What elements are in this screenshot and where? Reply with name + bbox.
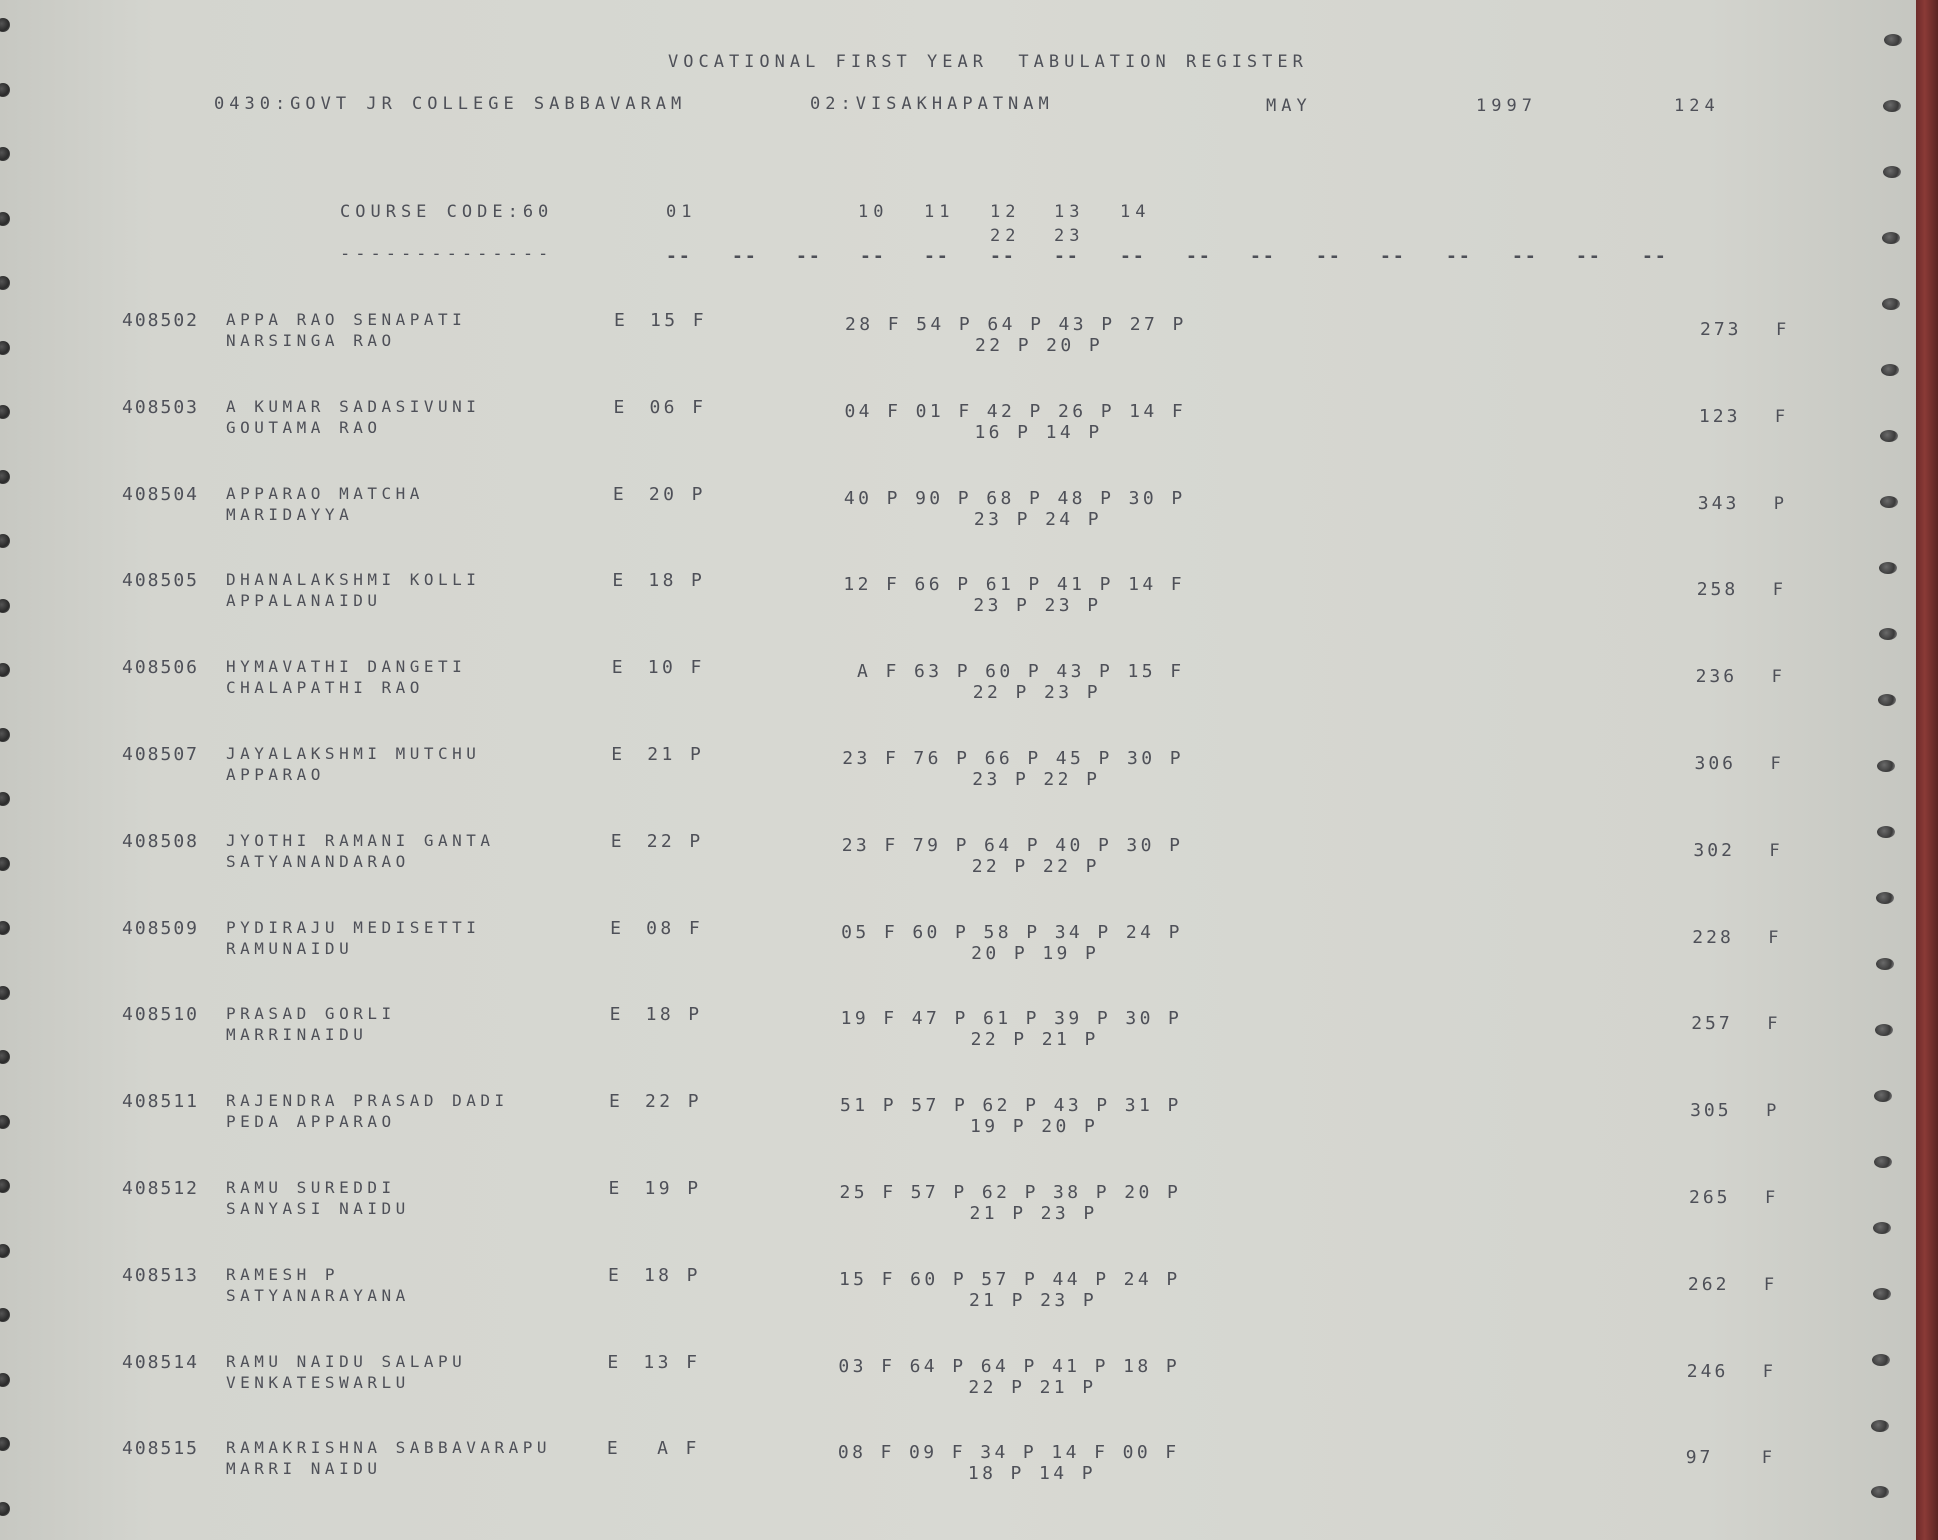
medium: E xyxy=(606,1438,622,1460)
student-name: PRASAD GORLI xyxy=(226,1004,396,1024)
marks-line1: 28 F 54 P 64 P 43 P 27 P xyxy=(845,314,1187,335)
col-13-header: 13 xyxy=(1054,202,1085,222)
student-id: 408510 xyxy=(122,1004,200,1026)
father-name: SATYANANDARAO xyxy=(226,851,410,871)
tractor-hole xyxy=(1874,1090,1892,1102)
final-result: F xyxy=(1765,1188,1781,1208)
tractor-hole xyxy=(0,1244,10,1258)
tractor-hole xyxy=(0,1115,10,1129)
tractor-hole xyxy=(1882,232,1900,244)
student-name: JAYALAKSHMI MUTCHU xyxy=(226,744,481,763)
medium: E xyxy=(609,1004,624,1026)
col-11-header: 11 xyxy=(924,202,955,222)
tractor-hole xyxy=(1876,958,1894,970)
marks-line1: 03 F 64 P 64 P 41 P 18 P xyxy=(838,1355,1181,1377)
marks-line2: 23 P 23 P xyxy=(973,595,1102,617)
mark-01: 22 P xyxy=(646,830,704,852)
course-code-label: COURSE CODE:60 xyxy=(340,202,554,222)
medium: E xyxy=(612,483,628,505)
student-id: 408505 xyxy=(122,570,200,592)
father-name: MARRI NAIDU xyxy=(226,1459,382,1479)
mark-01: 18 P xyxy=(648,570,706,592)
marks-line2: 16 P 14 P xyxy=(974,421,1103,443)
mark-01: 18 P xyxy=(645,1004,703,1026)
tractor-hole xyxy=(0,1373,10,1387)
tractor-hole xyxy=(0,1050,10,1064)
father-name: SANYASI NAIDU xyxy=(226,1199,410,1218)
binder-edge xyxy=(1916,0,1938,1540)
medium: E xyxy=(613,396,628,418)
father-name: VENKATESWARLU xyxy=(226,1372,410,1392)
father-name: RAMUNAIDU xyxy=(226,938,354,958)
mark-01: 13 F xyxy=(643,1351,701,1373)
marks-line1: 15 F 60 P 57 P 44 P 24 P xyxy=(838,1268,1181,1290)
tractor-hole xyxy=(0,1437,10,1451)
student-name: APPA RAO SENAPATI xyxy=(226,310,467,329)
tractor-hole xyxy=(0,986,10,1000)
col-14-header: 14 xyxy=(1120,202,1151,222)
exam-month: MAY xyxy=(1266,96,1312,116)
medium: E xyxy=(610,917,625,939)
tractor-hole xyxy=(1880,496,1898,508)
mark-01: 08 F xyxy=(646,917,704,939)
student-id: 408509 xyxy=(122,917,200,939)
final-result: F xyxy=(1772,580,1788,601)
marks-line2: 22 P 20 P xyxy=(975,335,1104,356)
tractor-hole xyxy=(0,857,10,871)
tractor-hole xyxy=(1874,1156,1892,1168)
total-marks: 343 xyxy=(1697,492,1740,514)
total-marks: 265 xyxy=(1689,1187,1731,1208)
medium: E xyxy=(609,1091,624,1113)
column-dash: -- xyxy=(860,246,886,267)
student-name: RAMESH P xyxy=(226,1264,340,1284)
marks-line1: 40 P 90 P 68 P 48 P 30 P xyxy=(843,487,1186,509)
tractor-hole xyxy=(1880,430,1898,442)
tractor-hole xyxy=(1872,1354,1890,1366)
mark-01: A F xyxy=(642,1438,700,1460)
father-name: MARRINAIDU xyxy=(226,1025,368,1045)
right-tractor-holes xyxy=(1866,0,1916,1540)
marks-line2: 19 P 20 P xyxy=(970,1116,1099,1138)
student-id: 408515 xyxy=(122,1438,200,1460)
column-dash: -- xyxy=(1120,246,1146,267)
final-result: F xyxy=(1771,667,1787,688)
student-name: PYDIRAJU MEDISETTI xyxy=(226,917,481,937)
medium: E xyxy=(612,570,627,592)
col-22-header: 22 xyxy=(990,226,1021,246)
marks-line1: 08 F 09 F 34 P 14 F 00 F xyxy=(837,1442,1180,1464)
total-marks: 305 xyxy=(1690,1100,1732,1122)
marks-line2: 22 P 22 P xyxy=(971,855,1100,877)
column-dash: -- xyxy=(1512,246,1538,267)
final-result: F xyxy=(1762,1361,1779,1382)
college-code: 0430:GOVT JR COLLEGE SABBAVARAM xyxy=(214,94,687,114)
student-id: 408514 xyxy=(122,1351,200,1373)
mark-01: 10 F xyxy=(647,657,705,679)
tractor-hole xyxy=(0,147,10,161)
student-id: 408504 xyxy=(122,483,200,505)
medium: E xyxy=(608,1178,623,1199)
tractor-hole xyxy=(1883,166,1901,178)
father-name: APPALANAIDU xyxy=(226,591,382,611)
student-name: RAMAKRISHNA SABBAVARAPU xyxy=(226,1438,552,1458)
tractor-hole xyxy=(1877,760,1895,772)
tractor-hole xyxy=(0,212,10,226)
column-dash: -- xyxy=(1642,246,1668,267)
tractor-hole xyxy=(1879,628,1897,640)
father-name: PEDA APPARAO xyxy=(226,1112,396,1132)
final-result: F xyxy=(1767,1014,1783,1035)
column-dash: -- xyxy=(1380,246,1406,267)
tractor-hole xyxy=(1873,1288,1891,1300)
mark-01: 20 P xyxy=(648,483,706,505)
medium: E xyxy=(614,310,629,331)
total-marks: 258 xyxy=(1696,579,1739,601)
medium: E xyxy=(607,1351,622,1373)
marks-line2: 23 P 24 P xyxy=(973,508,1103,530)
tractor-hole xyxy=(0,792,10,806)
column-dash: -- xyxy=(1446,246,1472,267)
mark-01: 19 P xyxy=(644,1178,702,1199)
final-result: F xyxy=(1763,1274,1780,1295)
column-dash: -- xyxy=(924,246,950,267)
column-dash: -- xyxy=(732,246,758,267)
tractor-hole xyxy=(0,18,10,32)
marks-line1: A F 63 P 60 P 43 P 15 F xyxy=(842,661,1185,683)
marks-line2: 20 P 19 P xyxy=(971,942,1100,964)
father-name: CHALAPATHI RAO xyxy=(226,678,424,698)
student-name: RAMU SUREDDI xyxy=(226,1178,396,1197)
medium: E xyxy=(611,657,627,679)
medium: E xyxy=(610,830,625,852)
tractor-hole xyxy=(0,470,10,484)
col-10-header: 10 xyxy=(858,202,889,222)
final-result: F xyxy=(1761,1448,1777,1469)
marks-line2: 21 P 23 P xyxy=(969,1203,1098,1224)
father-name: GOUTAMA RAO xyxy=(226,417,382,437)
final-result: F xyxy=(1768,927,1784,948)
marks-line1: 51 P 57 P 62 P 43 P 31 P xyxy=(840,1095,1182,1117)
column-dash: -- xyxy=(1576,246,1602,267)
total-marks: 306 xyxy=(1694,753,1737,774)
register-title: VOCATIONAL FIRST YEAR TABULATION REGISTER xyxy=(668,52,1308,72)
left-tractor-holes xyxy=(0,0,30,1540)
tractor-hole xyxy=(0,663,10,677)
medium: E xyxy=(611,744,626,765)
column-dash: -- xyxy=(1316,246,1342,267)
student-name: APPARAO MATCHA xyxy=(226,483,424,503)
exam-year: 1997 xyxy=(1476,96,1537,116)
tractor-hole xyxy=(0,341,10,355)
tractor-hole xyxy=(0,534,10,548)
student-name: HYMAVATHI DANGETI xyxy=(226,657,467,677)
col-23-header: 23 xyxy=(1054,226,1085,246)
column-dash: -- xyxy=(990,246,1016,267)
tractor-hole xyxy=(0,276,10,290)
tractor-hole xyxy=(1878,694,1896,706)
tractor-hole xyxy=(1881,364,1899,376)
tractor-hole xyxy=(1871,1486,1889,1498)
mark-01: 06 F xyxy=(649,396,707,418)
marks-line1: 25 F 57 P 62 P 38 P 20 P xyxy=(839,1182,1182,1203)
student-name: DHANALAKSHMI KOLLI xyxy=(226,570,481,590)
marks-line2: 23 P 22 P xyxy=(972,769,1101,790)
marks-line1: 04 F 01 F 42 P 26 P 14 F xyxy=(844,400,1187,422)
total-marks: 273 xyxy=(1700,319,1742,340)
tractor-hole xyxy=(1871,1420,1889,1432)
student-id: 408513 xyxy=(122,1264,200,1286)
mark-01: 21 P xyxy=(647,744,705,765)
final-result: F xyxy=(1774,406,1791,427)
tractor-hole xyxy=(1879,562,1897,574)
student-name: A KUMAR SADASIVUNI xyxy=(226,396,481,416)
column-dash: -- xyxy=(1054,246,1080,267)
student-id: 408512 xyxy=(122,1178,200,1199)
total-marks: 302 xyxy=(1693,839,1735,861)
col-12-header: 12 xyxy=(990,202,1021,222)
marks-line2: 22 P 21 P xyxy=(968,1376,1097,1398)
marks-line2: 22 P 23 P xyxy=(972,682,1101,704)
student-id: 408502 xyxy=(122,310,200,331)
student-id: 408511 xyxy=(122,1091,200,1113)
tractor-hole xyxy=(0,728,10,742)
total-marks: 97 xyxy=(1685,1447,1714,1469)
student-id: 408506 xyxy=(122,657,200,679)
total-marks: 236 xyxy=(1695,666,1738,688)
medium: E xyxy=(607,1264,623,1286)
tractor-hole xyxy=(1876,892,1894,904)
tractor-hole xyxy=(0,1179,10,1193)
total-marks: 257 xyxy=(1691,1013,1733,1035)
student-name: JYOTHI RAMANI GANTA xyxy=(226,830,495,850)
total-marks: 228 xyxy=(1692,926,1734,948)
mark-01: 22 P xyxy=(645,1091,702,1113)
tractor-hole xyxy=(1873,1222,1891,1234)
father-name: NARSINGA RAO xyxy=(226,331,396,350)
final-result: F xyxy=(1776,320,1792,340)
marks-line2: 18 P 14 P xyxy=(967,1463,1096,1485)
tractor-hole xyxy=(1883,100,1901,112)
marks-line2: 21 P 23 P xyxy=(968,1289,1098,1311)
marks-line1: 12 F 66 P 61 P 41 P 14 F xyxy=(843,574,1186,596)
final-result: P xyxy=(1773,493,1790,514)
final-result: F xyxy=(1770,754,1786,774)
father-name: MARIDAYYA xyxy=(226,504,354,524)
tractor-hole xyxy=(0,405,10,419)
course-code-underline: -------------- xyxy=(340,244,554,264)
student-name: RAJENDRA PRASAD DADI xyxy=(226,1091,509,1111)
column-dash: -- xyxy=(1250,246,1276,267)
marks-line1: 05 F 60 P 58 P 34 P 24 P xyxy=(841,921,1183,943)
tractor-hole xyxy=(0,1502,10,1516)
marks-line1: 19 F 47 P 61 P 39 P 30 P xyxy=(840,1008,1183,1030)
page-number: 124 xyxy=(1674,96,1720,116)
tractor-hole xyxy=(1875,1024,1893,1036)
column-dash: -- xyxy=(1186,246,1212,267)
father-name: APPARAO xyxy=(226,765,325,784)
final-result: P xyxy=(1766,1101,1782,1122)
student-id: 408507 xyxy=(122,744,200,765)
marks-line2: 22 P 21 P xyxy=(970,1029,1099,1051)
father-name: SATYANARAYANA xyxy=(226,1285,410,1305)
tractor-hole xyxy=(0,83,10,97)
column-dash: -- xyxy=(796,246,822,267)
total-marks: 123 xyxy=(1698,405,1741,427)
student-name: RAMU NAIDU SALAPU xyxy=(226,1351,467,1371)
col-01-header: 01 xyxy=(666,202,697,222)
total-marks: 262 xyxy=(1687,1273,1730,1295)
tractor-hole xyxy=(1882,298,1900,310)
mark-01: 18 P xyxy=(643,1264,701,1286)
mark-01: 15 F xyxy=(650,310,707,331)
total-marks: 246 xyxy=(1686,1360,1729,1382)
tractor-hole xyxy=(0,921,10,935)
tractor-hole xyxy=(1884,34,1902,46)
tractor-hole xyxy=(1877,826,1895,838)
student-id: 408508 xyxy=(122,830,200,852)
tractor-hole xyxy=(0,1308,10,1322)
marks-line1: 23 F 79 P 64 P 40 P 30 P xyxy=(841,834,1184,856)
marks-line1: 23 F 76 P 66 P 45 P 30 P xyxy=(842,748,1184,769)
student-id: 408503 xyxy=(122,396,200,418)
tractor-hole xyxy=(0,599,10,613)
final-result: F xyxy=(1769,840,1785,861)
district-code: 02:VISAKHAPATNAM xyxy=(810,94,1054,114)
column-dash: -- xyxy=(666,246,692,267)
